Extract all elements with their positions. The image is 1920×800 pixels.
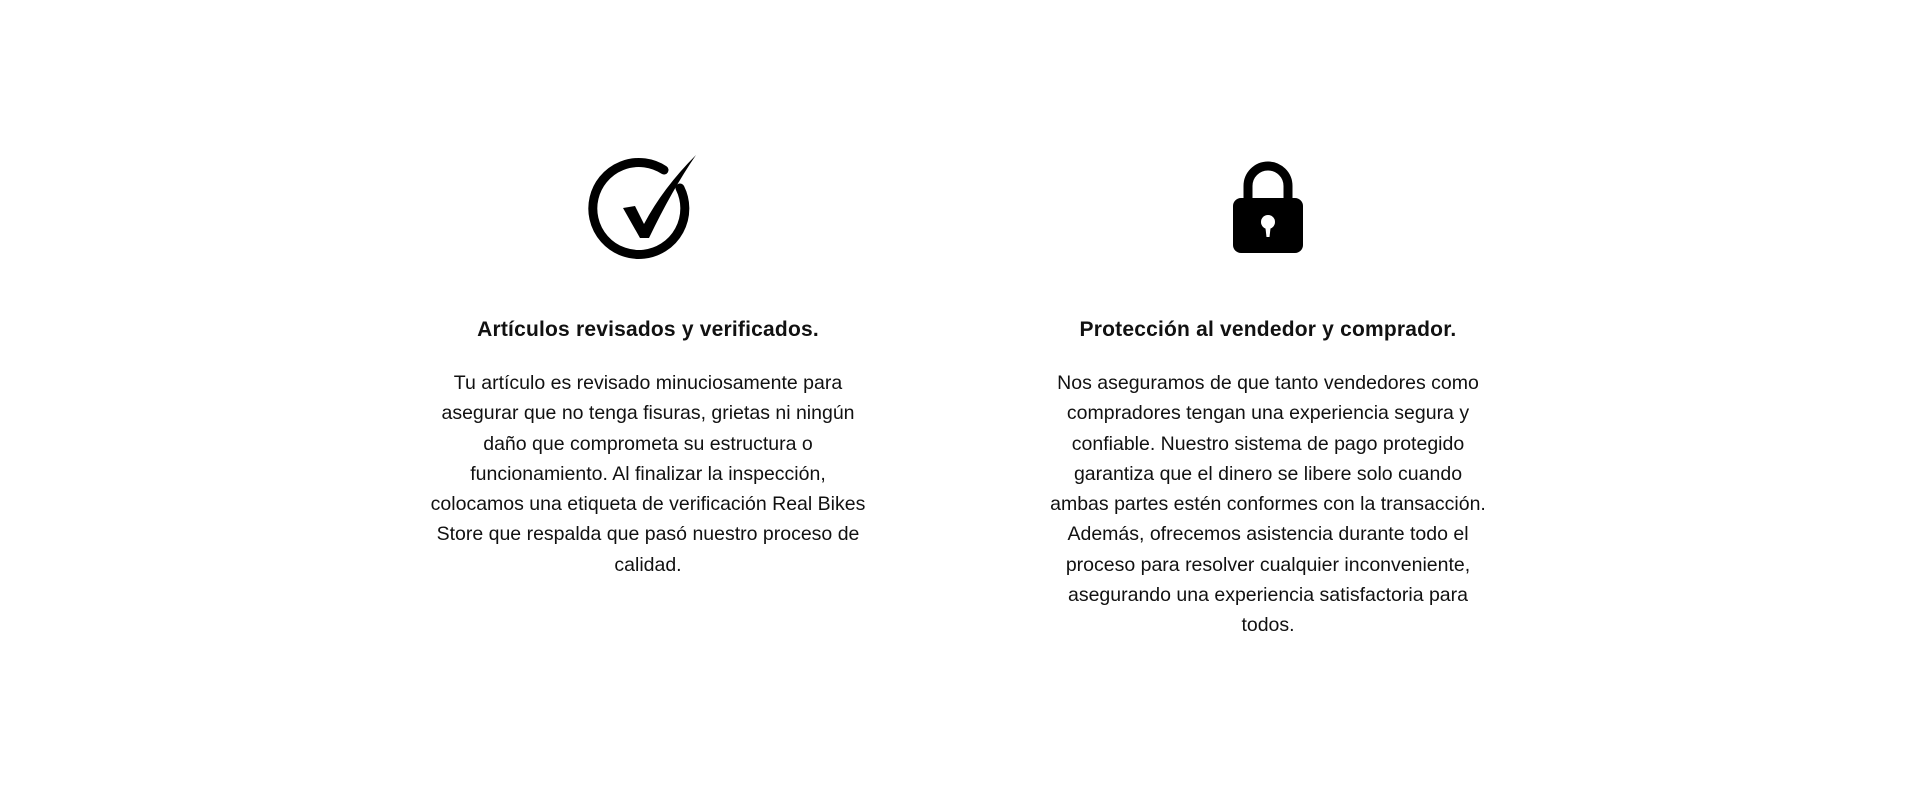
feature-description: Nos aseguramos de que tanto vendedores como compradores tengan una experiencia segura y confiable. Nuestro sistema de pago protegido garantiza que el dinero se libere solo cuando ambas partes estén conformes con la transacción. Además, ofrecemos asistencia durante todo el proceso para resolver cualquier inconveniente, asegurando una experiencia satisfactoria para todos. (1050, 372, 1486, 637)
feature-title: Protección al vendedor y comprador. (1079, 318, 1457, 341)
feature-protection (1033, 150, 1503, 641)
feature-title: Artículos revisados y verificados. (477, 318, 819, 341)
lock-icon (1208, 150, 1328, 270)
feature-description: Tu artículo es revisado minuciosamente para asegurar que no tenga fisuras, grietas ni ningún daño que comprometa su estructura o funcionamiento. Al finalizar la inspección, colocamos una etiqueta de verificación Real Bikes Store que respalda que pasó nuestro proceso de calidad. (430, 372, 866, 576)
check-circle-icon (588, 150, 708, 270)
feature-verified (413, 150, 883, 580)
